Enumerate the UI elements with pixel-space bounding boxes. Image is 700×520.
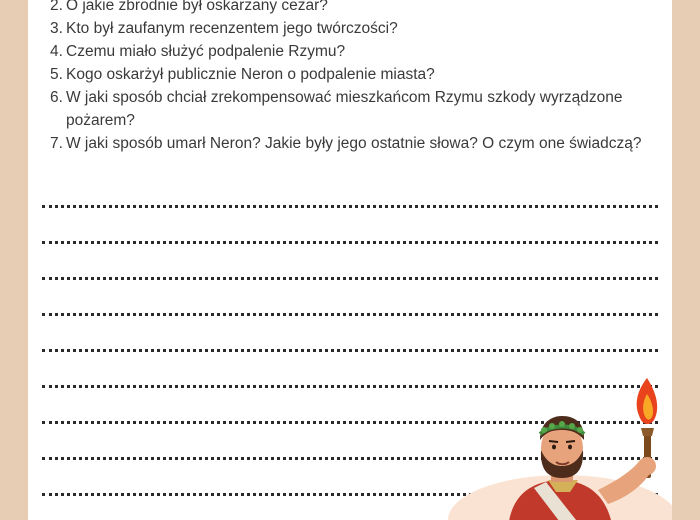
- question-text: Czemu miało służyć podpalenie Rzymu?: [66, 43, 346, 60]
- worksheet-page: [28, 0, 672, 520]
- question-number: 5.: [50, 66, 63, 83]
- answer-line[interactable]: [42, 277, 658, 280]
- question-item: [50, 63, 650, 86]
- question-number: 6.: [50, 89, 63, 106]
- question-item: [50, 86, 650, 132]
- question-text: Kogo oskarżył publicznie Neron o podpalenie miasta?: [66, 66, 435, 83]
- question-number: 3.: [50, 20, 63, 37]
- answer-line[interactable]: [42, 313, 658, 316]
- question-number: 2.: [50, 0, 63, 14]
- question-text: Kto był zaufanym recenzentem jego twórczości?: [66, 20, 398, 37]
- question-list: [50, 0, 650, 155]
- answer-line[interactable]: [42, 349, 658, 352]
- question-number: 7.: [50, 135, 63, 152]
- answer-line[interactable]: [42, 241, 658, 244]
- question-item: [50, 0, 650, 17]
- question-item: [50, 17, 650, 40]
- question-text: W jaki sposób umarł Neron? Jakie były jego ostatnie słowa? O czym one świadczą?: [66, 135, 642, 152]
- answer-line[interactable]: [42, 205, 658, 208]
- question-text: O jakie zbrodnie był oskarżany cezar?: [66, 0, 328, 14]
- question-number: 4.: [50, 43, 63, 60]
- roman-emperor-with-torch-icon: [448, 370, 672, 520]
- question-item: [50, 40, 650, 63]
- question-text: W jaki sposób chciał zrekompensować mieszkańcom Rzymu szkody wyrządzone pożarem?: [66, 89, 623, 129]
- question-item: [50, 132, 650, 155]
